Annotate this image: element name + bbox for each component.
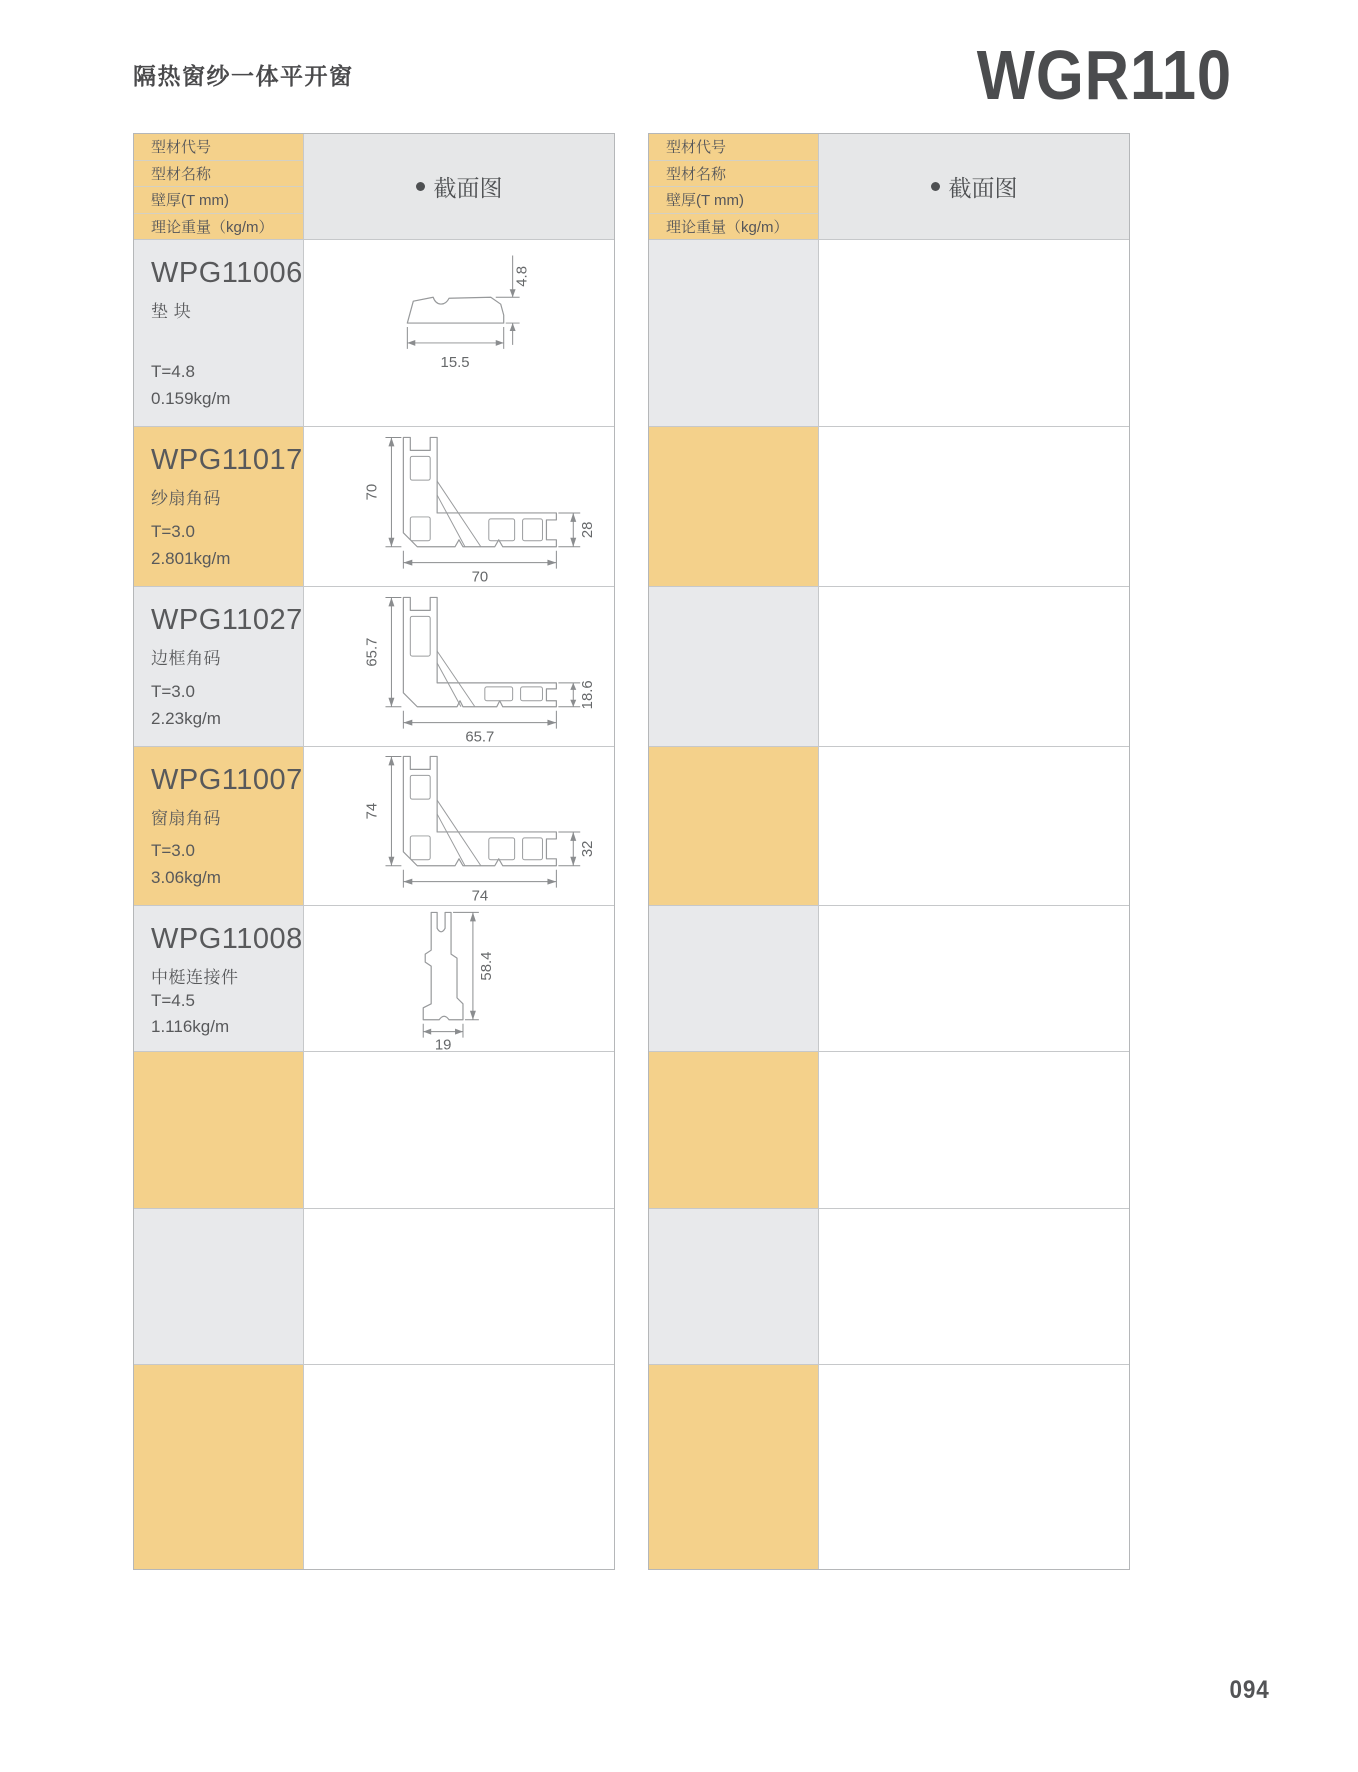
pad-section-diagram <box>304 249 614 417</box>
profile-thickness: T=3.0 <box>151 841 195 861</box>
table-header <box>649 134 1129 239</box>
profile-info-cell <box>649 1052 819 1208</box>
table-row-empty <box>649 1051 1129 1208</box>
header-cell-profile-name: 型材名称 <box>134 160 303 187</box>
profile-code: WPG11007 <box>151 764 303 796</box>
header-cell-thickness: 壁厚(T mm) <box>649 186 818 213</box>
section-diagram-cell <box>304 587 614 746</box>
profile-name: 中梃连接件 <box>151 968 239 987</box>
section-diagram-cell <box>304 747 614 905</box>
table-row-empty <box>649 1208 1129 1364</box>
header-cell-weight: 理论重量（kg/m） <box>649 213 818 240</box>
table-row-empty <box>649 746 1129 905</box>
dim-label: 18.6 <box>580 679 597 709</box>
page-number: 094 <box>1229 1676 1270 1704</box>
table-header <box>134 134 614 239</box>
section-diagram-cell <box>304 1052 614 1208</box>
profile-code: WPG11006 <box>151 257 303 289</box>
profile-specs <box>151 988 293 1041</box>
dim-label: 19 <box>434 1037 452 1051</box>
header-cell-thickness: 壁厚(T mm) <box>134 186 303 213</box>
table-row-empty <box>649 1364 1129 1569</box>
profile-name: 垫 块 <box>151 302 192 321</box>
profile-code: WPG11027 <box>151 604 303 636</box>
profile-code: WPG11008 <box>151 923 303 955</box>
table-row-empty <box>649 586 1129 746</box>
header-cell-profile-name: 型材名称 <box>649 160 818 187</box>
profile-specs <box>151 519 293 572</box>
header-label-column <box>134 134 304 239</box>
profile-name: 纱扇角码 <box>151 489 221 508</box>
profile-info-cell <box>134 1052 304 1208</box>
table-row-empty <box>134 1051 614 1208</box>
profile-table-right <box>648 133 1130 1570</box>
section-diagram-cell <box>819 1209 1129 1364</box>
table-row <box>134 905 614 1051</box>
profile-code: WPG11017 <box>151 444 303 476</box>
section-diagram-header <box>819 134 1129 239</box>
profile-info-cell <box>649 747 819 905</box>
profile-info-cell <box>649 906 819 1051</box>
profile-weight: 0.159kg/m <box>151 388 231 408</box>
section-diagram-cell <box>819 747 1129 905</box>
profile-specs <box>151 679 293 732</box>
section-diagram-cell <box>819 240 1129 426</box>
corner-section-diagram <box>304 429 614 585</box>
dim-label: 28 <box>580 521 597 538</box>
profile-weight: 2.23kg/m <box>151 708 221 728</box>
header-label-column <box>649 134 819 239</box>
section-diagram-cell <box>304 1365 614 1569</box>
corner-section-diagram <box>304 748 614 904</box>
profile-info-cell <box>134 1365 304 1569</box>
corner-section-diagram <box>304 589 614 745</box>
table-row-empty <box>134 1364 614 1569</box>
bullet-icon <box>416 182 425 191</box>
section-diagram-label: 截面图 <box>433 175 503 201</box>
header-cell-profile-code: 型材代号 <box>134 134 303 160</box>
dim-label: 65.7 <box>364 637 381 667</box>
header-cell-profile-code: 型材代号 <box>649 134 818 160</box>
section-diagram-cell <box>304 906 614 1051</box>
profile-weight: 3.06kg/m <box>151 867 221 887</box>
profile-info-cell <box>649 240 819 426</box>
profile-info-cell <box>134 1209 304 1364</box>
section-diagram-cell <box>819 1365 1129 1569</box>
section-diagram-cell <box>819 587 1129 746</box>
bullet-icon <box>931 182 940 191</box>
profile-name: 边框角码 <box>151 649 221 668</box>
dim-label: 74 <box>471 888 489 904</box>
section-diagram-label: 截面图 <box>948 175 1018 201</box>
dim-label: 32 <box>580 840 597 858</box>
table-row-empty <box>134 1208 614 1364</box>
profile-info-cell <box>134 906 304 1051</box>
section-diagram-cell <box>304 1209 614 1364</box>
dim-label: 70 <box>364 483 381 500</box>
profile-thickness: T=4.5 <box>151 991 195 1010</box>
table-row <box>134 239 614 426</box>
header-cell-weight: 理论重量（kg/m） <box>134 213 303 240</box>
dim-label: 70 <box>471 569 489 585</box>
profile-weight: 2.801kg/m <box>151 548 231 568</box>
profile-info-cell <box>134 240 304 426</box>
profile-specs <box>151 838 293 891</box>
section-diagram-cell <box>304 240 614 426</box>
mullion-section-diagram <box>304 906 614 1051</box>
profile-tables <box>133 133 1130 1570</box>
table-row <box>134 746 614 905</box>
page-header <box>133 36 1232 114</box>
profile-info-cell <box>134 427 304 586</box>
profile-thickness: T=3.0 <box>151 682 195 702</box>
profile-info-cell <box>134 587 304 746</box>
section-diagram-cell <box>819 1052 1129 1208</box>
table-row <box>134 426 614 586</box>
section-diagram-cell <box>819 906 1129 1051</box>
profile-info-cell <box>649 1365 819 1569</box>
table-row-empty <box>649 239 1129 426</box>
table-row-empty <box>649 426 1129 586</box>
profile-name: 窗扇角码 <box>151 809 221 828</box>
section-diagram-header <box>304 134 614 239</box>
section-diagram-cell <box>304 427 614 586</box>
table-row-empty <box>649 905 1129 1051</box>
model-code: WGR110 <box>976 36 1232 114</box>
dim-label: 58.4 <box>478 951 495 981</box>
profile-info-cell <box>649 427 819 586</box>
profile-info-cell <box>134 747 304 905</box>
dim-label: 4.8 <box>514 266 531 287</box>
profile-info-cell <box>649 1209 819 1364</box>
profile-weight: 1.116kg/m <box>151 1017 230 1037</box>
page-title: 隔热窗纱一体平开窗 <box>133 63 354 89</box>
section-diagram-cell <box>819 427 1129 586</box>
table-row <box>134 586 614 746</box>
dim-label: 74 <box>364 802 381 820</box>
dim-label: 65.7 <box>465 729 495 745</box>
profile-thickness: T=3.0 <box>151 522 195 542</box>
dim-label: 15.5 <box>440 354 470 371</box>
profile-table-left <box>133 133 615 1570</box>
profile-info-cell <box>649 587 819 746</box>
profile-specs <box>151 359 293 412</box>
profile-thickness: T=4.8 <box>151 362 195 382</box>
